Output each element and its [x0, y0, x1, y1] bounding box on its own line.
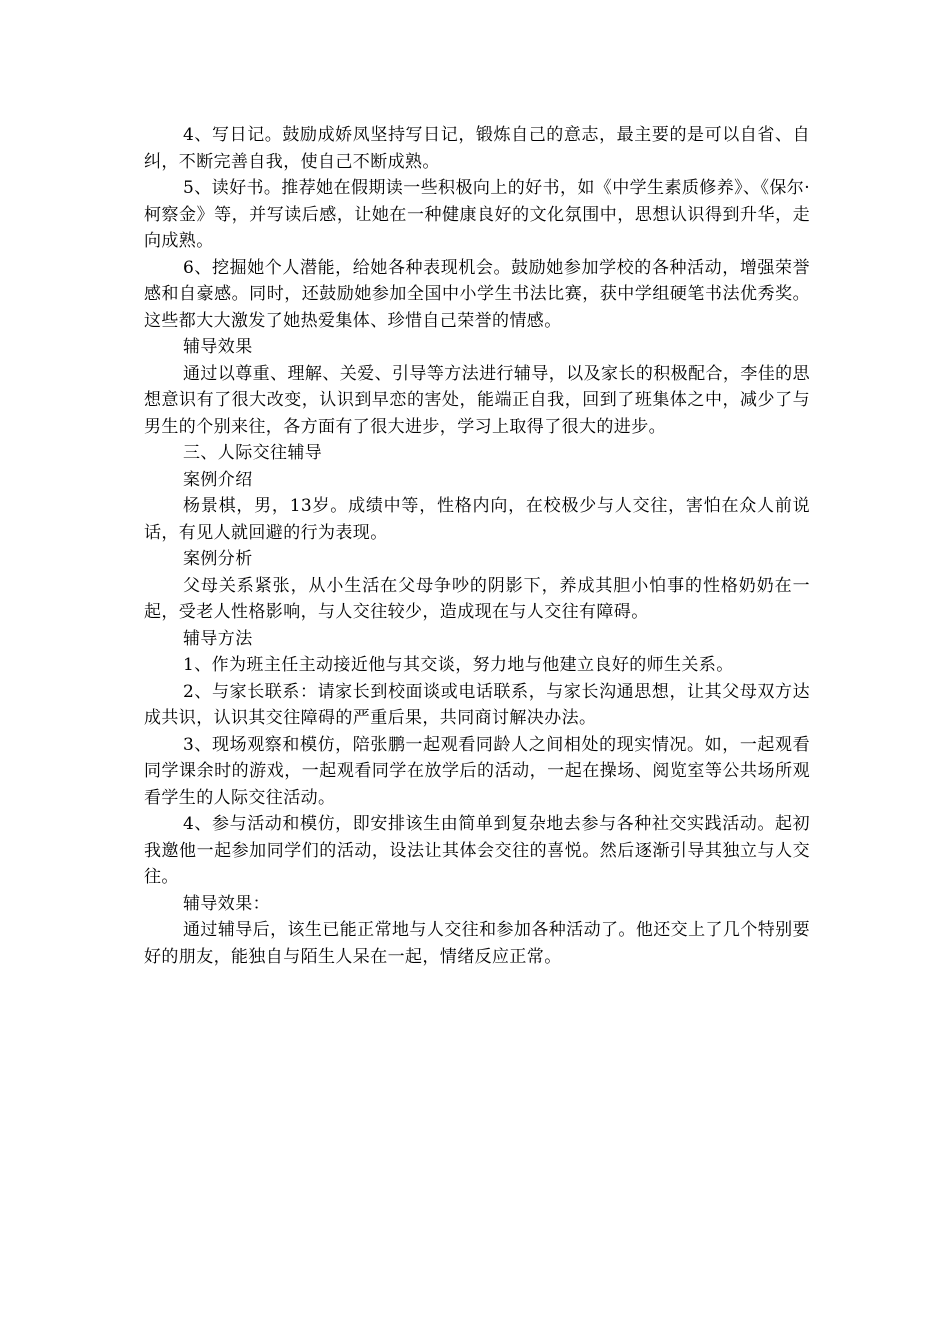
paragraph-read-books: 5、读好书。推荐她在假期读一些积极向上的好书，如《中学生素质修养》、《保尔·柯察金》等，并写读后感，让她在一种健康良好的文化氛围中，思想认识得到升华，走向成熟。: [144, 178, 810, 251]
heading-counseling-effect: 辅导效果: [183, 337, 253, 357]
paragraph-case-intro: 杨景棋，男，13岁。成绩中等，性格内向，在校极少与人交往，害怕在众人前说话，有见人就回避的行为表现。: [144, 496, 810, 543]
heading-counseling-effect-2: 辅导效果：: [183, 893, 270, 914]
heading-case-intro: 案例介绍: [183, 469, 253, 490]
paragraph-method-3: 3、现场观察和模仿，陪张鹏一起观看同龄人之间相处的现实情况。如，一起观看同学课余时的游戏，一起观看同学在放学后的活动，一起在操场、阅览室等公共场所观看学生的人际交往活动。: [144, 734, 810, 808]
paragraph-method-4: 4、参与活动和模仿，即安排该生由简单到复杂地去参与各种社交实践活动。起初我邀他一起参加同学们的活动，设法让其体会交往的喜悦。然后逐渐引导其独立与人交往。: [144, 814, 810, 887]
paragraph-write-diary: 4、写日记。鼓励成娇凤坚持写日记，锻炼自己的意志，最主要的是可以自省、自纠，不断完善自我，使自己不断成熟。: [144, 125, 810, 172]
paragraph-effect-final: 通过辅导后，该生已能正常地与人交往和参加各种活动了。他还交上了几个特别要好的朋友，能独自与陌生人呆在一起，情绪反应正常。: [144, 920, 810, 967]
paragraph-method-1: 1、作为班主任主动接近他与其交谈，努力地与他建立良好的师生关系。: [183, 655, 734, 675]
heading-counseling-methods: 辅导方法: [183, 628, 253, 649]
document-body: [144, 122, 810, 970]
heading-case-analysis: 案例分析: [183, 549, 253, 569]
section-heading-interpersonal: 三、人际交往辅导: [183, 443, 323, 463]
paragraph-effect-summary: 通过以尊重、理解、关爱、引导等方法进行辅导，以及家长的积极配合，李佳的思想意识有了很大改变，认识到早恋的害处，能端正自我，回到了班集体之中，减少了与男生的个别来往，各方面有了很大进步，学习上取得了很大的进步。: [144, 363, 810, 437]
paragraph-case-analysis: 父母关系紧张，从小生活在父母争吵的阴影下，养成其胆小怕事的性格奶奶在一起，受老人性格影响，与人交往较少，造成现在与人交往有障碍。: [144, 575, 810, 622]
paragraph-develop-potential: 6、挖掘她个人潜能，给她各种表现机会。鼓励她参加学校的各种活动，增强荣誉感和自豪感。同时，还鼓励她参加全国中小学生书法比赛，获中学组硬笔书法优秀奖。这些都大大激发了她热爱集体、珍惜自己荣誉的情感。: [144, 257, 810, 331]
paragraph-method-2: 2、与家长联系：请家长到校面谈或电话联系，与家长沟通思想，让其父母双方达成共识，认识其交往障碍的严重后果，共同商讨解决办法。: [144, 681, 810, 728]
